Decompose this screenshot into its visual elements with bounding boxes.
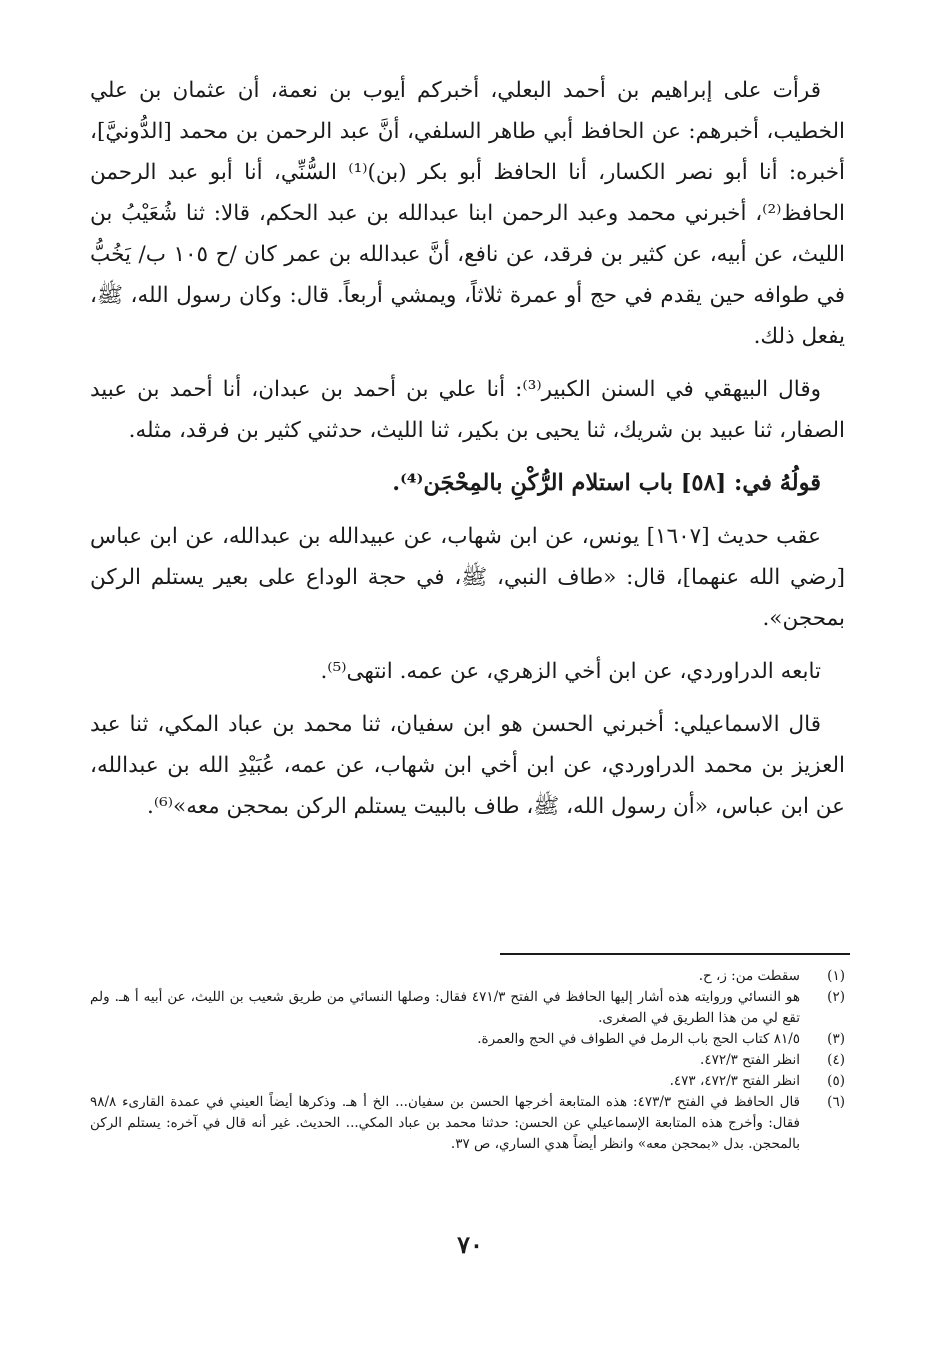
- footnote-text: ٨١/٥ كتاب الحج باب الرمل في الطواف في الحج والعمرة.: [477, 1031, 800, 1047]
- footnote-divider: [500, 953, 850, 955]
- section-heading-bab-58: قولُهُ في: [٥٨] باب استلام الرُّكْنِ بالمِحْجَن⁽⁴⁾.: [392, 470, 821, 496]
- footnote-6: [90, 1092, 845, 1155]
- footnote-number: (٢): [827, 989, 845, 1005]
- paragraph-isnad-salafi: قرأت على إبراهيم بن أحمد البعلي، أخبركم أيوب بن نعمة، أن عثمان بن علي الخطيب، أخبرهم: عن الحافظ أبي طاهر السلفي، أنَّ عبد الرحمن بن محمد [الدُّونيَّ]، أخبره: أنا أبو نصر الكسار، أنا الحافظ أبو بكر (بن)⁽¹⁾ السُّنِّي، أنا أبو عبد الرحمن الحافظ⁽²⁾، أخبرني محمد وعبد الرحمن ابنا عبدالله بن عبد الحكم، قالا: ثنا شُعَيْبُ بن الليث، عن أبيه، عن كثير بن فرقد، عن نافع، أنَّ عبدالله بن عمر كان /ح ١٠٥ ب/ يَخُبُّ في طوافه حين يقدم في حج أو عمرة ثلاثاً، ويمشي أربعاً. قال: وكان رسول الله، ﷺ، يفعل ذلك.: [90, 78, 845, 349]
- footnote-text: انظر الفتح ٤٧٢/٣، ٤٧٣.: [669, 1073, 800, 1089]
- footnote-1: [90, 966, 845, 987]
- footnote-number: (٤): [827, 1052, 845, 1068]
- footnote-text: سقطت من: ز، ح.: [698, 968, 800, 984]
- footnote-4: [90, 1050, 845, 1071]
- page-number: ٧٠: [457, 1230, 483, 1259]
- footnote-3: [90, 1029, 845, 1050]
- main-text: [90, 70, 845, 839]
- footnote-5: [90, 1071, 845, 1092]
- paragraph-bayhaqi: وقال البيهقي في السنن الكبير⁽³⁾: أنا علي بن أحمد بن عبدان، أنا أحمد بن عبيد الصفار، ثنا عبيد بن شريك، ثنا يحيى بن بكير، ثنا الليث، حدثني كثير بن فرقد، مثله.: [90, 377, 845, 443]
- footnote-number: (٦): [827, 1094, 845, 1110]
- footnote-text: انظر الفتح ٤٧٢/٣.: [700, 1052, 800, 1068]
- footnote-text: هو النسائي وروايته هذه أشار إليها الحافظ في الفتح ٤٧١/٣ فقال: وصلها النسائي من طريق شعيب بن الليث، عن أبيه أ هـ. ولم تقع لي من هذا الطريق في الصغرى.: [90, 989, 800, 1026]
- footnote-number: (٥): [827, 1073, 845, 1089]
- footnote-number: (١): [827, 968, 845, 984]
- footnotes: [90, 966, 845, 1155]
- paragraph-darawardi: تابعه الدراوردي، عن ابن أخي الزهري، عن عمه. انتهى⁽⁵⁾.: [320, 659, 821, 684]
- footnote-2: [90, 987, 845, 1029]
- paragraph-ismaili: قال الاسماعيلي: أخبرني الحسن هو ابن سفيان، ثنا محمد بن عباد المكي، ثنا عبد العزيز بن محمد الدراوردي، عن ابن أخي ابن شهاب، عن عمه، عُبَيْدِ الله بن عبدالله، عن ابن عباس، «أن رسول الله، ﷺ، طاف بالبيت يستلم الركن بمحجن معه»⁽⁶⁾.: [90, 712, 845, 819]
- paragraph-hadith-1607: عقب حديث [١٦٠٧] يونس، عن ابن شهاب، عن عبيدالله بن عبدالله، عن ابن عباس [رضي الله عنهما]، قال: «طاف النبي، ﷺ، في حجة الوداع على بعير يستلم الركن بمحجن».: [90, 524, 845, 631]
- footnote-number: (٣): [827, 1031, 845, 1047]
- footnote-text: قال الحافظ في الفتح ٤٧٣/٣: هذه المتابعة أخرجها الحسن بن سفيان... الخ أ هـ. وذكرها أيضاً العيني في عمدة القارىء ٩٨/٨ فقال: وأخرج هذه المتابعة الإسماعيلي عن الحسن: حدثنا محمد بن عباد المكي... الحديث. غير أنه قال في آخره: يستلم الركن بالمحجن. بدل «بمحجن معه» وانظر أيضاً هدي الساري، ص ٣٧.: [90, 1094, 801, 1152]
